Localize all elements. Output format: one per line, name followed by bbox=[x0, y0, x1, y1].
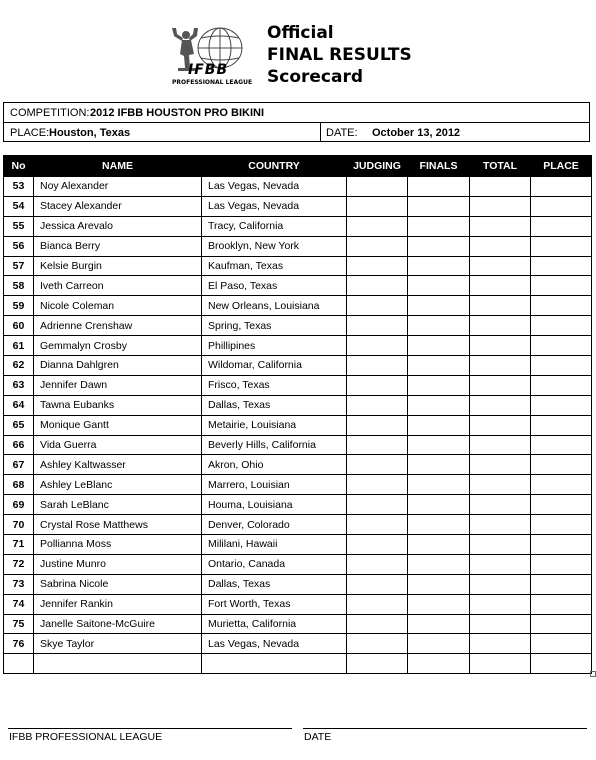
table-row bbox=[4, 455, 592, 475]
cell-place bbox=[531, 196, 592, 216]
cell-name: Sabrina Nicole bbox=[34, 574, 202, 594]
cell-place bbox=[531, 554, 592, 574]
cell-judging bbox=[347, 435, 408, 455]
col-header-name: NAME bbox=[34, 156, 202, 177]
cell-number: 59 bbox=[4, 296, 34, 316]
table-row bbox=[4, 276, 592, 296]
cell-country: Brooklyn, New York bbox=[202, 236, 347, 256]
cell-total bbox=[470, 236, 531, 256]
table-row bbox=[4, 375, 592, 395]
cell-country: Frisco, Texas bbox=[202, 375, 347, 395]
cell-judging bbox=[347, 594, 408, 614]
competition-info-box bbox=[3, 102, 590, 142]
cell-judging bbox=[347, 634, 408, 654]
cell-finals bbox=[408, 196, 470, 216]
col-header-finals: FINALS bbox=[408, 156, 470, 177]
cell-number: 56 bbox=[4, 236, 34, 256]
table-row bbox=[4, 177, 592, 197]
cell-total bbox=[470, 634, 531, 654]
cell-name: Kelsie Burgin bbox=[34, 256, 202, 276]
cell-name: Jennifer Rankin bbox=[34, 594, 202, 614]
cell-country bbox=[202, 654, 347, 674]
cell-country: Mililani, Hawaii bbox=[202, 535, 347, 555]
cell-judging bbox=[347, 654, 408, 674]
cell-judging bbox=[347, 375, 408, 395]
cell-place bbox=[531, 236, 592, 256]
date-label: DATE: bbox=[326, 127, 358, 139]
cell-place bbox=[531, 634, 592, 654]
cell-judging bbox=[347, 356, 408, 376]
cell-name: Skye Taylor bbox=[34, 634, 202, 654]
cell-total bbox=[470, 296, 531, 316]
cell-country: Spring, Texas bbox=[202, 316, 347, 336]
table-row bbox=[4, 515, 592, 535]
date-value: October 13, 2012 bbox=[372, 127, 461, 139]
cell-number: 58 bbox=[4, 276, 34, 296]
cell-finals bbox=[408, 495, 470, 515]
cell-finals bbox=[408, 554, 470, 574]
table-row bbox=[4, 336, 592, 356]
cell-place bbox=[531, 495, 592, 515]
cell-finals bbox=[408, 455, 470, 475]
cell-place bbox=[531, 177, 592, 197]
cell-country: Dallas, Texas bbox=[202, 574, 347, 594]
cell-name: Iveth Carreon bbox=[34, 276, 202, 296]
cell-finals bbox=[408, 316, 470, 336]
cell-total bbox=[470, 216, 531, 236]
cell-judging bbox=[347, 336, 408, 356]
cell-total bbox=[470, 395, 531, 415]
table-row bbox=[4, 316, 592, 336]
cell-finals bbox=[408, 634, 470, 654]
cell-finals bbox=[408, 336, 470, 356]
cell-place bbox=[531, 395, 592, 415]
cell-country: Murietta, California bbox=[202, 614, 347, 634]
table-row bbox=[4, 256, 592, 276]
cell-place bbox=[531, 356, 592, 376]
cell-name: Adrienne Crenshaw bbox=[34, 316, 202, 336]
cell-name: Janelle Saitone-McGuire bbox=[34, 614, 202, 634]
cell-place bbox=[531, 614, 592, 634]
cell-name: Crystal Rose Matthews bbox=[34, 515, 202, 535]
cell-total bbox=[470, 515, 531, 535]
results-table-wrap bbox=[3, 155, 591, 674]
cell-place bbox=[531, 515, 592, 535]
table-row bbox=[4, 614, 592, 634]
cell-finals bbox=[408, 177, 470, 197]
cell-country: Denver, Colorado bbox=[202, 515, 347, 535]
cell-name: Jessica Arevalo bbox=[34, 216, 202, 236]
cell-number: 70 bbox=[4, 515, 34, 535]
cell-judging bbox=[347, 495, 408, 515]
col-header-place: PLACE bbox=[531, 156, 592, 177]
cell-number: 76 bbox=[4, 634, 34, 654]
table-row bbox=[4, 395, 592, 415]
cell-total bbox=[470, 654, 531, 674]
cell-country: Fort Worth, Texas bbox=[202, 594, 347, 614]
cell-name: Pollianna Moss bbox=[34, 535, 202, 555]
col-header-judging: JUDGING bbox=[347, 156, 408, 177]
cell-judging bbox=[347, 475, 408, 495]
cell-total bbox=[470, 356, 531, 376]
cell-number: 74 bbox=[4, 594, 34, 614]
cell-country: Las Vegas, Nevada bbox=[202, 196, 347, 216]
title-line-final-results: FINAL RESULTS bbox=[267, 45, 412, 65]
cell-number: 66 bbox=[4, 435, 34, 455]
cell-name: Vida Guerra bbox=[34, 435, 202, 455]
cell-number: 61 bbox=[4, 336, 34, 356]
cell-judging bbox=[347, 455, 408, 475]
cell-country: Las Vegas, Nevada bbox=[202, 634, 347, 654]
cell-finals bbox=[408, 296, 470, 316]
cell-name: Justine Munro bbox=[34, 554, 202, 574]
cell-total bbox=[470, 495, 531, 515]
cell-number: 67 bbox=[4, 455, 34, 475]
cell-finals bbox=[408, 236, 470, 256]
cell-total bbox=[470, 455, 531, 475]
cell-number: 73 bbox=[4, 574, 34, 594]
cell-finals bbox=[408, 515, 470, 535]
cell-country: Metairie, Louisiana bbox=[202, 415, 347, 435]
cell-place bbox=[531, 455, 592, 475]
col-header-no: No bbox=[4, 156, 34, 177]
table-row bbox=[4, 415, 592, 435]
cell-number: 69 bbox=[4, 495, 34, 515]
table-row bbox=[4, 634, 592, 654]
cell-total bbox=[470, 574, 531, 594]
table-row bbox=[4, 535, 592, 555]
signature-label-date: DATE bbox=[304, 731, 332, 743]
cell-place bbox=[531, 654, 592, 674]
cell-country: Tracy, California bbox=[202, 216, 347, 236]
cell-finals bbox=[408, 574, 470, 594]
cell-name: Ashley LeBlanc bbox=[34, 475, 202, 495]
cell-finals bbox=[408, 614, 470, 634]
cell-place bbox=[531, 594, 592, 614]
cell-number: 57 bbox=[4, 256, 34, 276]
cell-finals bbox=[408, 435, 470, 455]
cell-total bbox=[470, 614, 531, 634]
cell-judging bbox=[347, 296, 408, 316]
cell-place bbox=[531, 535, 592, 555]
cell-country: Wildomar, California bbox=[202, 356, 347, 376]
cell-number: 54 bbox=[4, 196, 34, 216]
cell-country: Akron, Ohio bbox=[202, 455, 347, 475]
table-row bbox=[4, 574, 592, 594]
cell-country: Kaufman, Texas bbox=[202, 256, 347, 276]
corner-mark bbox=[590, 671, 596, 677]
table-row bbox=[4, 196, 592, 216]
cell-total bbox=[470, 196, 531, 216]
cell-finals bbox=[408, 415, 470, 435]
cell-number: 53 bbox=[4, 177, 34, 197]
results-table-body bbox=[4, 177, 592, 674]
cell-total bbox=[470, 276, 531, 296]
cell-finals bbox=[408, 535, 470, 555]
cell-finals bbox=[408, 216, 470, 236]
cell-name: Jennifer Dawn bbox=[34, 375, 202, 395]
cell-judging bbox=[347, 395, 408, 415]
cell-number bbox=[4, 654, 34, 674]
table-row bbox=[4, 495, 592, 515]
cell-place bbox=[531, 375, 592, 395]
cell-number: 68 bbox=[4, 475, 34, 495]
cell-place bbox=[531, 415, 592, 435]
cell-judging bbox=[347, 276, 408, 296]
cell-name: Gemmalyn Crosby bbox=[34, 336, 202, 356]
cell-number: 72 bbox=[4, 554, 34, 574]
cell-total bbox=[470, 535, 531, 555]
signature-line-date bbox=[303, 728, 587, 729]
cell-judging bbox=[347, 535, 408, 555]
cell-name: Sarah LeBlanc bbox=[34, 495, 202, 515]
cell-number: 62 bbox=[4, 356, 34, 376]
cell-finals bbox=[408, 276, 470, 296]
cell-place bbox=[531, 296, 592, 316]
results-table bbox=[3, 155, 592, 674]
cell-total bbox=[470, 256, 531, 276]
cell-number: 75 bbox=[4, 614, 34, 634]
cell-total bbox=[470, 375, 531, 395]
cell-place bbox=[531, 475, 592, 495]
cell-judging bbox=[347, 316, 408, 336]
cell-judging bbox=[347, 574, 408, 594]
place-label: PLACE: bbox=[10, 127, 50, 139]
cell-place bbox=[531, 276, 592, 296]
cell-number: 65 bbox=[4, 415, 34, 435]
cell-country: Dallas, Texas bbox=[202, 395, 347, 415]
cell-finals bbox=[408, 395, 470, 415]
cell-number: 63 bbox=[4, 375, 34, 395]
table-row bbox=[4, 594, 592, 614]
cell-country: Ontario, Canada bbox=[202, 554, 347, 574]
cell-place bbox=[531, 256, 592, 276]
cell-name bbox=[34, 654, 202, 674]
cell-total bbox=[470, 475, 531, 495]
cell-number: 71 bbox=[4, 535, 34, 555]
title-line-official: Official bbox=[267, 23, 334, 43]
cell-finals bbox=[408, 475, 470, 495]
cell-name: Nicole Coleman bbox=[34, 296, 202, 316]
table-row bbox=[4, 475, 592, 495]
competition-label: COMPETITION: bbox=[10, 107, 90, 119]
cell-place bbox=[531, 435, 592, 455]
cell-judging bbox=[347, 196, 408, 216]
cell-finals bbox=[408, 654, 470, 674]
cell-country: Houma, Louisiana bbox=[202, 495, 347, 515]
col-header-total: TOTAL bbox=[470, 156, 531, 177]
logo-subtext: PROFESSIONAL LEAGUE bbox=[172, 79, 253, 86]
logo-text: IFBB bbox=[188, 62, 229, 78]
cell-number: 64 bbox=[4, 395, 34, 415]
cell-country: El Paso, Texas bbox=[202, 276, 347, 296]
cell-total bbox=[470, 336, 531, 356]
cell-total bbox=[470, 554, 531, 574]
cell-judging bbox=[347, 216, 408, 236]
cell-total bbox=[470, 435, 531, 455]
place-date-row bbox=[4, 123, 589, 142]
cell-country: Marrero, Louisian bbox=[202, 475, 347, 495]
title-line-scorecard: Scorecard bbox=[267, 67, 364, 87]
cell-country: Phillipines bbox=[202, 336, 347, 356]
cell-country: Las Vegas, Nevada bbox=[202, 177, 347, 197]
cell-place bbox=[531, 574, 592, 594]
table-row bbox=[4, 296, 592, 316]
cell-judging bbox=[347, 236, 408, 256]
cell-name: Tawna Eubanks bbox=[34, 395, 202, 415]
cell-finals bbox=[408, 375, 470, 395]
signature-line-league bbox=[8, 728, 292, 729]
competition-row bbox=[4, 103, 589, 123]
cell-name: Dianna Dahlgren bbox=[34, 356, 202, 376]
cell-judging bbox=[347, 177, 408, 197]
cell-total bbox=[470, 594, 531, 614]
table-row bbox=[4, 356, 592, 376]
table-row bbox=[4, 654, 592, 674]
cell-place bbox=[531, 216, 592, 236]
table-row bbox=[4, 554, 592, 574]
col-header-country: COUNTRY bbox=[202, 156, 347, 177]
cell-place bbox=[531, 316, 592, 336]
competition-value: 2012 IFBB HOUSTON PRO BIKINI bbox=[90, 107, 264, 119]
cell-name: Stacey Alexander bbox=[34, 196, 202, 216]
cell-country: Beverly Hills, California bbox=[202, 435, 347, 455]
table-row bbox=[4, 435, 592, 455]
cell-judging bbox=[347, 515, 408, 535]
cell-judging bbox=[347, 415, 408, 435]
table-row bbox=[4, 216, 592, 236]
cell-judging bbox=[347, 256, 408, 276]
cell-total bbox=[470, 177, 531, 197]
cell-number: 55 bbox=[4, 216, 34, 236]
place-value: Houston, Texas bbox=[49, 127, 131, 139]
cell-name: Ashley Kaltwasser bbox=[34, 455, 202, 475]
cell-total bbox=[470, 316, 531, 336]
cell-place bbox=[531, 336, 592, 356]
cell-name: Bianca Berry bbox=[34, 236, 202, 256]
page-title bbox=[267, 22, 412, 88]
cell-finals bbox=[408, 256, 470, 276]
cell-name: Monique Gantt bbox=[34, 415, 202, 435]
cell-finals bbox=[408, 356, 470, 376]
signature-label-league: IFBB PROFESSIONAL LEAGUE bbox=[9, 731, 163, 743]
date-divider bbox=[320, 123, 321, 142]
cell-judging bbox=[347, 614, 408, 634]
cell-country: New Orleans, Louisiana bbox=[202, 296, 347, 316]
cell-number: 60 bbox=[4, 316, 34, 336]
cell-judging bbox=[347, 554, 408, 574]
table-header-row bbox=[4, 156, 592, 177]
cell-name: Noy Alexander bbox=[34, 177, 202, 197]
table-row bbox=[4, 236, 592, 256]
cell-total bbox=[470, 415, 531, 435]
cell-finals bbox=[408, 594, 470, 614]
